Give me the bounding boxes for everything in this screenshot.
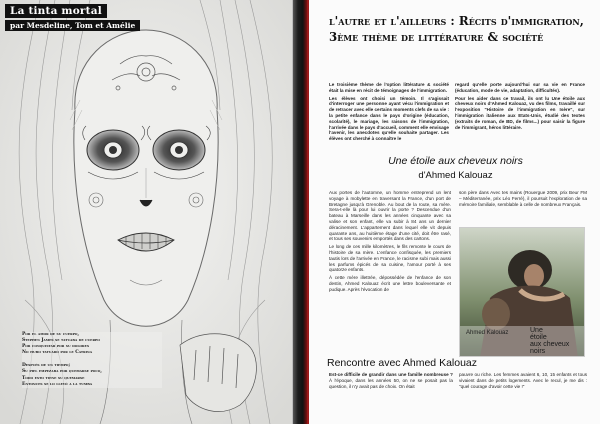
cover-author: Ahmed Kalouaz	[466, 330, 509, 336]
poem-line: Stephen James se tatuaba de cuerpo	[22, 338, 100, 344]
interview-answer: À l'époque, dans les années 50, on ne se posait pas la question, il n'y avait pas de choix. On était	[329, 377, 453, 389]
interview-question: Est-ce difficile de grandir dans une famille nombreuse ?	[329, 372, 453, 377]
cover-illustration	[460, 228, 585, 357]
left-page-title: La tinta mortal	[5, 4, 107, 18]
review-column-left	[329, 190, 451, 295]
interview-column-left	[329, 372, 453, 391]
poem	[22, 332, 162, 388]
intro-column-left	[329, 82, 449, 144]
cover-title-line: Une	[530, 327, 543, 334]
intro-column-right	[455, 82, 585, 132]
interview-answer: pauvre ou riche. Les femmes avaient 6, 10, 15 enfants et tous vivaient dans de petits logements. Avec le recul, je me dis : "quel courage d'avoir cette vie !"	[459, 372, 587, 389]
left-page	[0, 0, 293, 424]
interview-column-right	[459, 372, 587, 391]
review-paragraph: Le long de ces mille kilomètres, le fils remonte le cours de l'histoire de sa mère. L'enfance confisquée, les premiers tautis lors de l'arrivée en France, le racisme subi mais aussi les parfums épicés de sa cuisine, l'amour porté à ses quatorze enfants.	[329, 244, 451, 273]
book-cover-photo	[459, 227, 585, 357]
review-paragraph: Aux portes de l'automne, un homme entreprend un lent voyage à mobylette en traversant la France, d'un port de Bretagne jusqu'à Grenoble. Au bout de la route, sa mère. Sera-t-elle là pour lui ouvrir la porte ? Descendue d'un bateau à Marseille dans les années cinquante avec sa valise et son enfant, elle va subir à 84 ans un dernier déracinement. L'appartement dans lequel elle vit depuis quarante ans, au huitième étage d'une cité, doit être rasé, et tous ses souvenirs emportés dans des cartons.	[329, 190, 451, 242]
intro-paragraph: Les élèves ont choisi un témoin. Il s'agissait d'interroger une personne ayant vécu l'immigration et de retracer avec elle certains moments clefs de sa vie : la petite enfance dans le pays d'origine (éducation, scolarité), le mariage, les raisons de l'immigration, l'arrivée dans le pays d'accueil, comment elle envisage l'avenir, les anecdotes qu'elle souhaite partager. Les élèves ont cherché à connaître le	[329, 95, 450, 142]
review-paragraph: son père dans Avec tes mains (Rouergue 2009, prix Beur FM – Méditerranée, prix Léo Ferré), il poursuit l'exploration de sa mémoire familiale, semblable à celle de nombreux Français.	[459, 190, 587, 207]
poem-line: Entonces se lo llevó a la tumba	[22, 381, 93, 387]
poem-line: Su piel empezaba por quemarse poco,	[22, 369, 102, 375]
poem-line: Por el amor de su cuerpo,	[22, 332, 80, 337]
book-title: Une étoile aux cheveux noirs	[388, 155, 523, 167]
book-author: d'Ahmed Kalouaz	[418, 170, 493, 181]
review-column-right	[459, 190, 587, 209]
left-page-authors: par Mesdeline, Tom et Amélie	[5, 20, 140, 31]
cover-title-line: étoile	[530, 334, 547, 341]
intro-paragraph: Pour les aider dans ce travail, ils ont lu Une étoile aux cheveux noirs d'Ahmed Kalouaz, vu des films, travaillé sur l'exposition "Histoire de l'immigration en Isère", sur l'immigration italienne aux Etats-Unis, étudié des textes (extraits de roman, de BD, de films...) pour saisir la figure de l'immigrant, héros littéraire.	[455, 95, 585, 130]
poem-line: Después de un tiempo;	[22, 363, 71, 369]
right-page	[307, 0, 600, 424]
book-spine	[293, 0, 307, 424]
cover-title-line: aux cheveux	[530, 341, 570, 348]
poem-line: Todo esto tiene su quemarse	[22, 375, 85, 381]
poem-line: Por conquistar por su dolores	[22, 344, 89, 350]
cover-title-line: noirs	[530, 348, 546, 355]
poem-line: No hubo tatuado por le Catrina	[22, 350, 93, 356]
review-paragraph: À cette mère illettrée, dépossédée de l'enfance de son destin, Ahmed Kalouaz écrit une lettre bouleversante et pudique. Après l'évocation de	[329, 275, 451, 292]
intro-paragraph: regard qu'elle porte aujourd'hui sur sa vie en France (éducation, mode de vie, adaptation, difficultés).	[455, 82, 585, 93]
intro-paragraph: Le troisième thème de l'option littérature & société était la mise en récit de témoignages de l'immigration.	[329, 82, 449, 93]
article-title: l'autre et l'ailleurs : Récits d'immigration, 3ème thème de littérature & société	[329, 14, 584, 44]
interview-heading: Rencontre avec Ahmed Kalouaz	[327, 357, 478, 369]
